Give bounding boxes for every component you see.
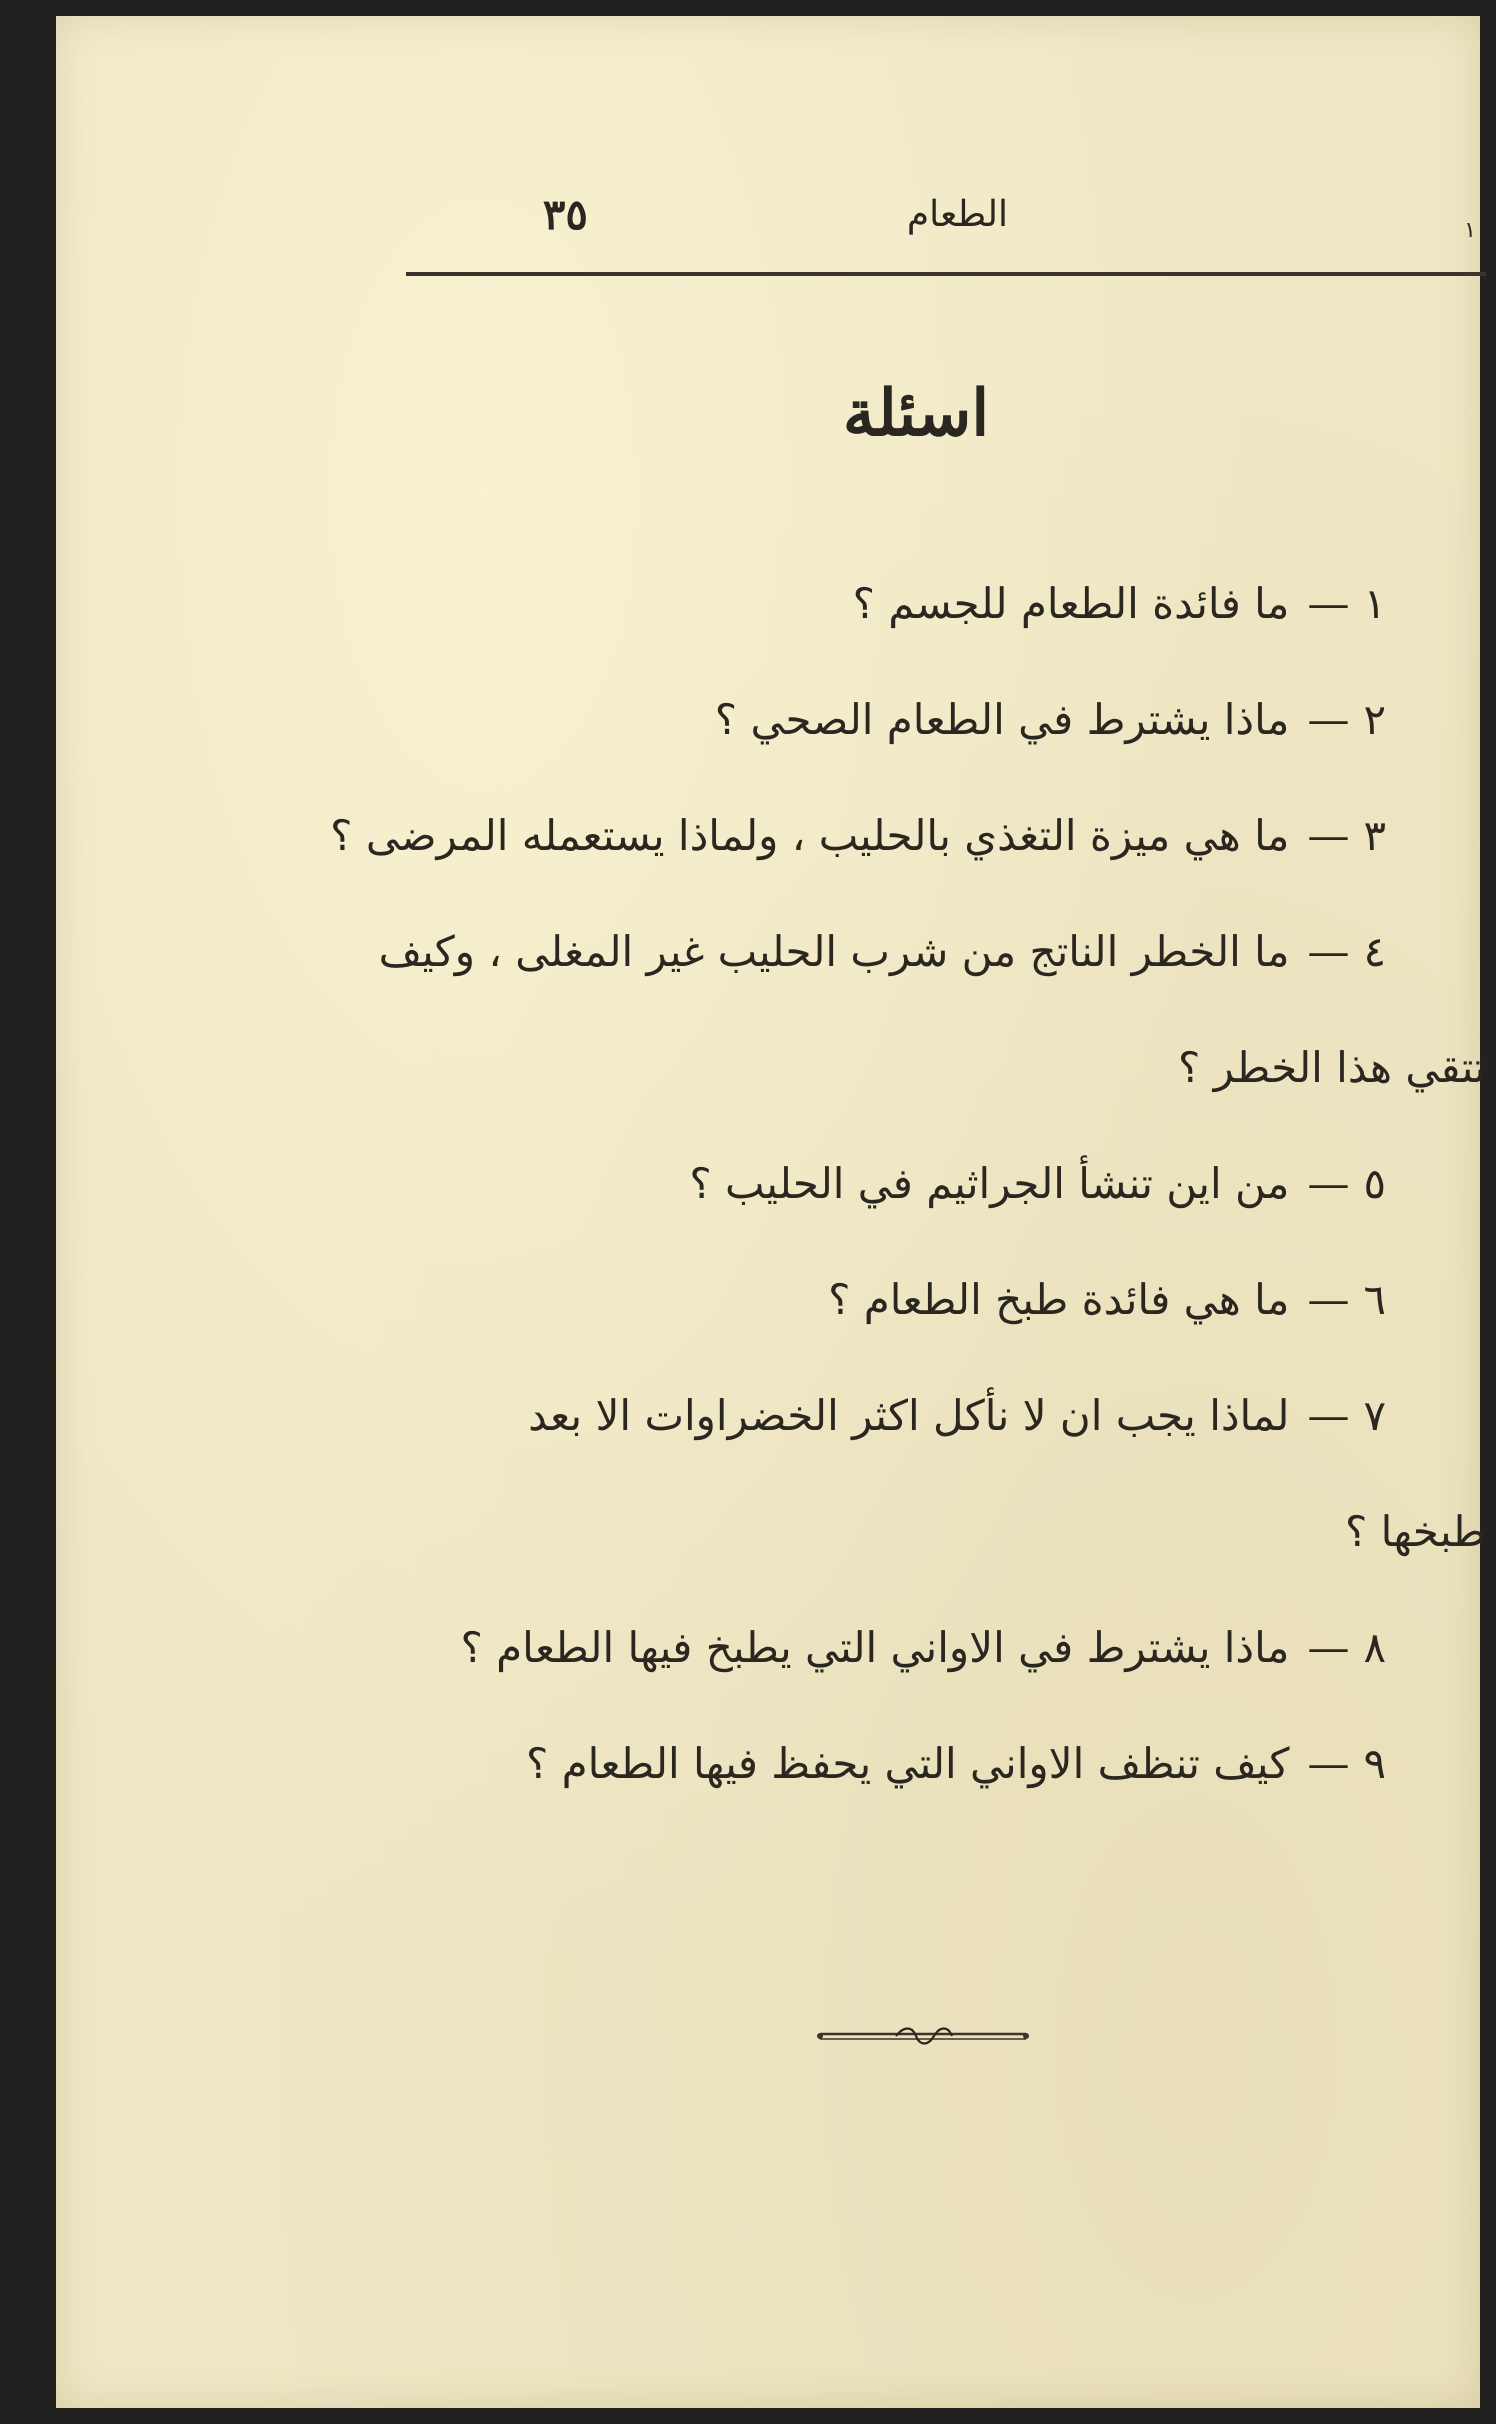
question-number: ٧ (1363, 1391, 1386, 1440)
question-dash: — (1307, 579, 1350, 628)
question-text: ما هي ميزة التغذي بالحليب ، ولماذا يستعمله المرضى ؟ (330, 811, 1290, 860)
question-text: ماذا يشترط في الاواني التي يطبخ فيها الطعام ؟ (460, 1623, 1290, 1672)
question-number: ١ (1363, 579, 1386, 628)
question-dash: — (1307, 1159, 1350, 1208)
header-title: الطعام (906, 194, 1008, 235)
question-dash: — (1307, 695, 1350, 744)
running-header (348, 186, 1488, 256)
question-item (376, 1590, 1386, 1706)
page-number: ٣٥ (542, 190, 588, 239)
question-number: ٩ (1363, 1739, 1386, 1788)
question-number: ٤ (1363, 927, 1386, 976)
questions-list (330, 546, 1486, 1822)
question-dash: — (1307, 1739, 1350, 1788)
question-dash: — (1307, 927, 1350, 976)
question-text: كيف تنظف الاواني التي يحفظ فيها الطعام ؟ (526, 1739, 1290, 1788)
question-number: ٦ (1363, 1275, 1386, 1324)
question-item (376, 894, 1486, 1126)
question-dash: — (1307, 1391, 1350, 1440)
question-continuation: طبخها ؟ (1344, 1507, 1486, 1556)
question-item (376, 1358, 1486, 1590)
question-item (330, 778, 1386, 894)
question-item (376, 662, 1386, 778)
header-rule (406, 272, 1486, 276)
header-mark: ١ (1464, 218, 1476, 243)
question-text: ماذا يشترط في الطعام الصحي ؟ (714, 695, 1290, 744)
question-text: ما الخطر الناتج من شرب الحليب غير المغلى ، وكيف (378, 927, 1290, 976)
section-title: اسئلة (842, 376, 990, 451)
question-dash: — (1307, 811, 1350, 860)
question-dash: — (1307, 1623, 1350, 1672)
question-text: ما هي فائدة طبخ الطعام ؟ (828, 1275, 1290, 1324)
flourish-ornament-icon (816, 2022, 1030, 2050)
question-text: من اين تنشأ الجراثيم في الحليب ؟ (689, 1159, 1290, 1208)
question-continuation: تتقي هذا الخطر ؟ (1177, 1043, 1486, 1092)
question-number: ٨ (1363, 1623, 1386, 1672)
question-number: ٢ (1363, 695, 1386, 744)
question-number: ٥ (1363, 1159, 1386, 1208)
book-page (56, 16, 1486, 2408)
question-number: ٣ (1363, 811, 1386, 860)
question-item (376, 1126, 1386, 1242)
question-item (376, 1242, 1386, 1358)
question-dash: — (1307, 1275, 1350, 1324)
question-item (376, 546, 1386, 662)
question-text: لماذا يجب ان لا نأكل اكثر الخضراوات الا بعد (528, 1391, 1290, 1440)
question-item (376, 1706, 1386, 1822)
question-text: ما فائدة الطعام للجسم ؟ (852, 579, 1290, 628)
